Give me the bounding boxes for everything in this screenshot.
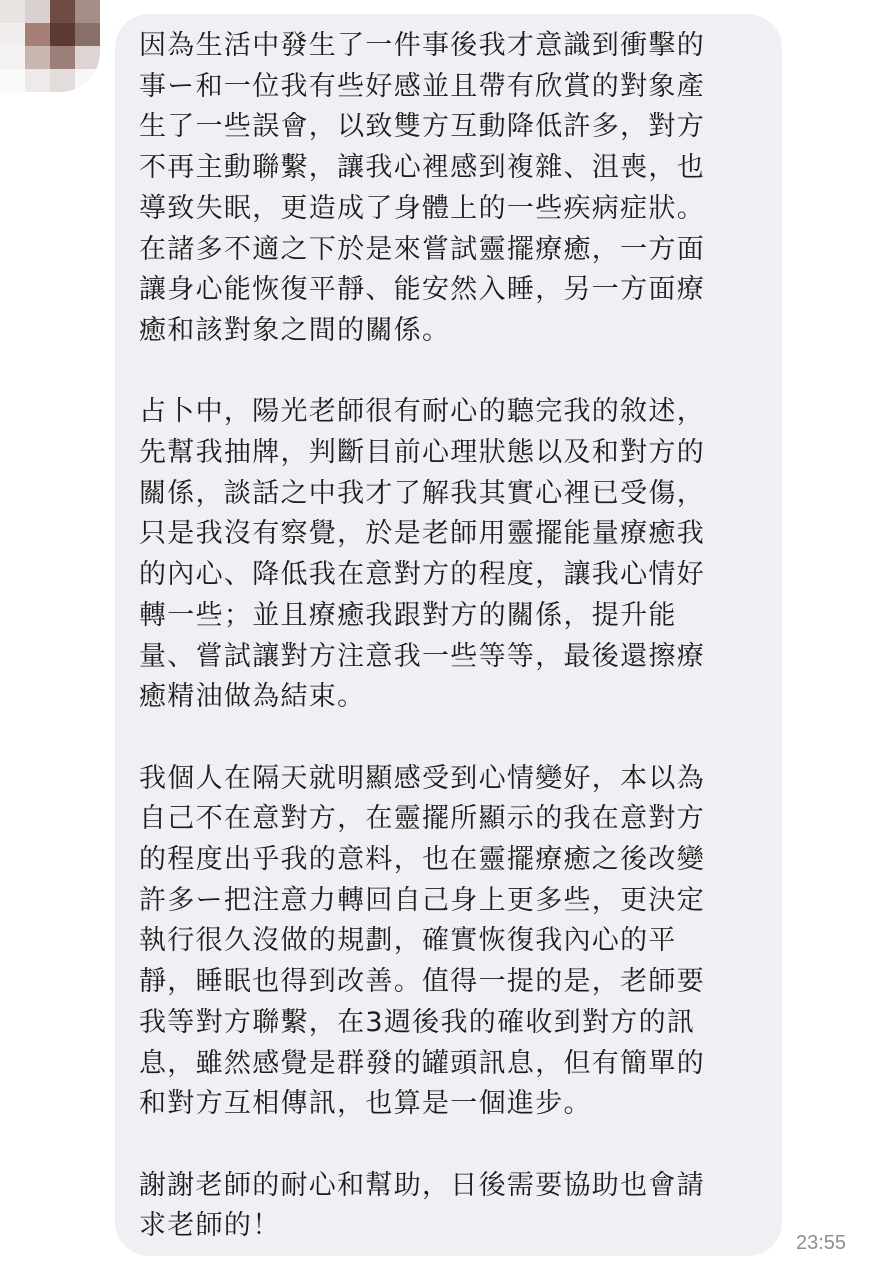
message-line: 癒精油做為結束。	[139, 681, 366, 713]
avatar-pixel	[50, 69, 75, 92]
message-line: 導致失眠，更造成了身體上的一些疾病症狀。	[139, 192, 705, 224]
message-bubble	[115, 14, 782, 1256]
avatar-pixel	[25, 0, 50, 23]
avatar-pixel	[0, 69, 25, 92]
avatar-pixel	[75, 0, 100, 23]
paragraph-gap	[139, 1125, 762, 1166]
message-timestamp: 23:55	[796, 1232, 847, 1254]
avatar-pixel	[50, 46, 75, 69]
avatar-pixel	[50, 0, 75, 23]
message-paragraph	[139, 26, 762, 352]
message-paragraph	[139, 392, 762, 718]
message-line: 求老師的！	[139, 1210, 281, 1242]
message-line: 事ー和一位我有些好感並且帶有欣賞的對象產	[139, 70, 705, 102]
message-line: 量、嘗試讓對方注意我一些等等，最後還擦療	[139, 640, 705, 672]
message-paragraph	[139, 759, 762, 1125]
message-line: 許多ー把注意力轉回自己身上更多些，更決定	[139, 884, 705, 916]
avatar-pixel	[0, 46, 25, 69]
message-line: 先幫我抽牌，判斷目前心理狀態以及和對方的	[139, 437, 705, 469]
avatar-pixel	[75, 23, 100, 46]
paragraph-gap	[139, 718, 762, 759]
message-line: 我等對方聯繫，在3週後我的確收到對方的訊	[139, 1006, 696, 1038]
message-line: 的內心、降低我在意對方的程度，讓我心情好	[139, 559, 705, 591]
message-line: 癒和該對象之間的關係。	[139, 314, 451, 346]
message-line: 和對方互相傳訊，也算是一個進步。	[139, 1088, 592, 1120]
message-line: 占卜中，陽光老師很有耐心的聽完我的敘述，	[139, 396, 705, 428]
message-line: 生了一些誤會，以致雙方互動降低許多，對方	[139, 111, 705, 143]
message-line: 自己不在意對方，在靈擺所顯示的我在意對方	[139, 803, 705, 835]
avatar-pixel	[25, 69, 50, 92]
message-line: 我個人在隔天就明顯感受到心情變好，本以為	[139, 762, 705, 794]
message-line: 關係，談話之中我才了解我其實心裡已受傷，	[139, 477, 705, 509]
message-line: 只是我沒有察覺，於是老師用靈擺能量療癒我	[139, 518, 705, 550]
message-line: 執行很久沒做的規劃，確實恢復我內心的平	[139, 925, 677, 957]
avatar-pixel	[0, 23, 25, 46]
avatar-pixel	[25, 46, 50, 69]
avatar-pixel	[50, 23, 75, 46]
message-paragraph	[139, 1166, 762, 1247]
message-line: 不再主動聯繫，讓我心裡感到複雜、沮喪，也	[139, 152, 705, 184]
avatar-pixel	[25, 23, 50, 46]
message-line: 因為生活中發生了一件事後我才意識到衝擊的	[139, 30, 705, 61]
message-line: 讓身心能恢復平靜、能安然入睡，另一方面療	[139, 274, 705, 306]
message-line: 在諸多不適之下於是來嘗試靈擺療癒，一方面	[139, 233, 705, 265]
avatar-pixel	[75, 46, 100, 69]
paragraph-gap	[139, 352, 762, 393]
avatar-pixel	[0, 0, 25, 23]
message-line: 靜，睡眠也得到改善。值得一提的是，老師要	[139, 966, 705, 998]
message-line: 息，雖然感覺是群發的罐頭訊息，但有簡單的	[139, 1047, 705, 1079]
message-line: 轉一些；並且療癒我跟對方的關係，提升能	[139, 599, 677, 631]
avatar[interactable]	[0, 0, 100, 92]
message-line: 的程度出乎我的意料，也在靈擺療癒之後改變	[139, 844, 705, 876]
message-line: 謝謝老師的耐心和幫助，日後需要協助也會請	[139, 1169, 705, 1201]
avatar-pixel	[75, 69, 100, 92]
